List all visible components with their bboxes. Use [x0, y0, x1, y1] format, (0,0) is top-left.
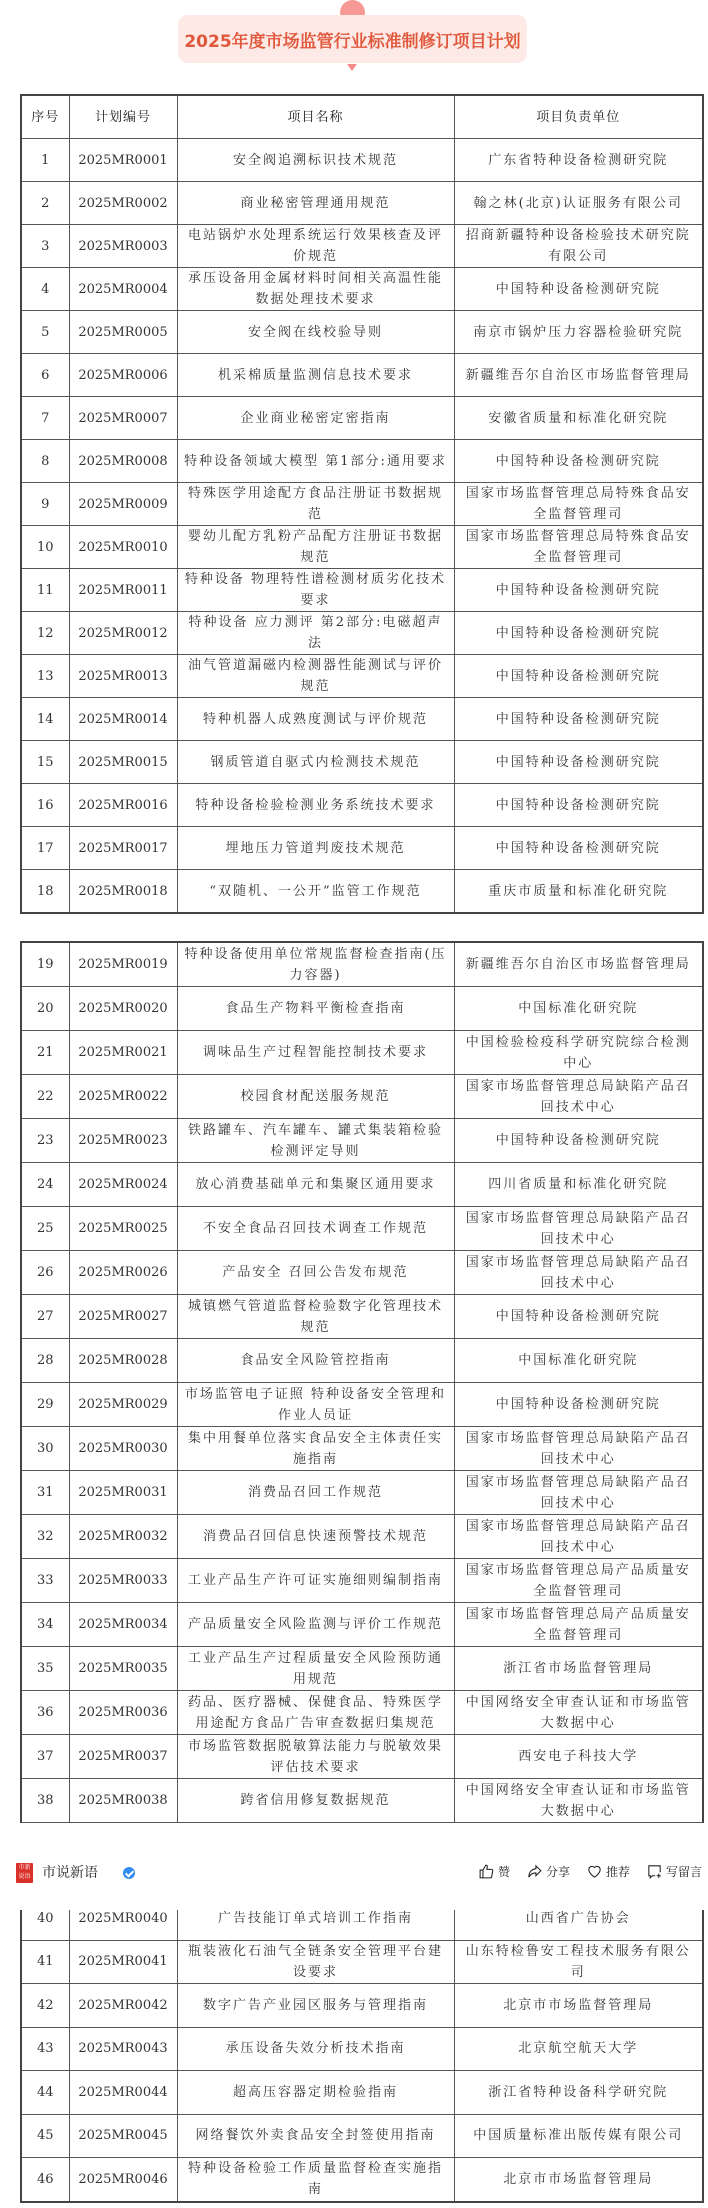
serial-cell: 35 [21, 1647, 69, 1691]
table-row [21, 1295, 703, 1339]
serial-cell: 32 [21, 1515, 69, 1559]
plan-code-cell: 2025MR0037 [69, 1735, 177, 1779]
plan-code-cell: 2025MR0027 [69, 1295, 177, 1339]
project-name-cell: 油气管道漏磁内检测器性能测试与评价规范 [177, 655, 454, 698]
table-row [21, 1031, 703, 1075]
responsible-unit-cell: 广东省特种设备检测研究院 [454, 139, 703, 182]
plan-code-cell: 2025MR0012 [69, 612, 177, 655]
page-title: 2025年度市场监管行业标准制修订项目计划 [184, 31, 521, 52]
table-row [21, 612, 703, 655]
like-label: 赞 [497, 1865, 510, 1879]
header-project-name: 项目名称 [177, 95, 454, 139]
plan-code-cell: 2025MR0010 [69, 526, 177, 569]
serial-cell: 22 [21, 1075, 69, 1119]
plan-code-cell: 2025MR0016 [69, 784, 177, 827]
plan-code-cell: 2025MR0028 [69, 1339, 177, 1383]
plan-code-cell: 2025MR0043 [69, 2027, 177, 2071]
responsible-unit-cell: 国家市场监督管理总局缺陷产品召回技术中心 [454, 1515, 703, 1559]
project-name-cell: 机采棉质量监测信息技术要求 [177, 354, 454, 397]
standards-table-part-2 [20, 941, 704, 1823]
project-name-cell: 超高压容器定期检验指南 [177, 2071, 454, 2115]
project-name-cell: 钢质管道自驱式内检测技术规范 [177, 741, 454, 784]
serial-cell: 46 [21, 2158, 69, 2202]
plan-code-cell: 2025MR0026 [69, 1251, 177, 1295]
project-name-cell: 不安全食品召回技术调查工作规范 [177, 1207, 454, 1251]
plan-code-cell: 2025MR0004 [69, 268, 177, 311]
table-row [21, 741, 703, 784]
table-row [21, 1383, 703, 1427]
project-name-cell: 网络餐饮外卖食品安全封签使用指南 [177, 2114, 454, 2158]
serial-cell: 42 [21, 1984, 69, 2028]
recommend-button[interactable] [586, 1863, 630, 1880]
table-section-3 [0, 1910, 708, 2208]
table-row [21, 268, 703, 311]
plan-code-cell: 2025MR0045 [69, 2114, 177, 2158]
project-name-cell: 特种设备检验检测业务系统技术要求 [177, 784, 454, 827]
serial-cell: 17 [21, 827, 69, 870]
serial-cell: 4 [21, 268, 69, 311]
serial-cell: 14 [21, 698, 69, 741]
account-name[interactable]: 市说新语 [42, 1865, 98, 1881]
project-name-cell: 特种机器人成熟度测试与评价规范 [177, 698, 454, 741]
project-name-cell: 产品安全 召回公告发布规范 [177, 1251, 454, 1295]
plan-code-cell: 2025MR0036 [69, 1691, 177, 1735]
heart-icon [586, 1863, 603, 1880]
project-name-cell: 承压设备失效分析技术指南 [177, 2027, 454, 2071]
responsible-unit-cell: 国家市场监督管理总局缺陷产品召回技术中心 [454, 1427, 703, 1471]
share-button[interactable] [526, 1863, 570, 1880]
plan-code-cell: 2025MR0006 [69, 354, 177, 397]
table-row [21, 698, 703, 741]
plan-code-cell: 2025MR0001 [69, 139, 177, 182]
comment-button[interactable] [646, 1863, 702, 1880]
table-row [21, 1075, 703, 1119]
plan-code-cell: 2025MR0023 [69, 1119, 177, 1163]
responsible-unit-cell: 中国特种设备检测研究院 [454, 569, 703, 612]
project-name-cell: 特种设备检验工作质量监督检查实施指南 [177, 2158, 454, 2202]
project-name-cell: 消费品召回信息快速预警技术规范 [177, 1515, 454, 1559]
project-name-cell: 校园食材配送服务规范 [177, 1075, 454, 1119]
serial-cell: 41 [21, 1940, 69, 1984]
recommend-label: 推荐 [605, 1865, 630, 1879]
serial-cell: 9 [21, 483, 69, 526]
responsible-unit-cell: 浙江省特种设备科学研究院 [454, 2071, 703, 2115]
project-name-cell: 安全阀追溯标识技术规范 [177, 139, 454, 182]
plan-code-cell: 2025MR0015 [69, 741, 177, 784]
serial-cell: 29 [21, 1383, 69, 1427]
plan-code-cell: 2025MR0005 [69, 311, 177, 354]
plan-code-cell: 2025MR0008 [69, 440, 177, 483]
table-row [21, 1647, 703, 1691]
serial-cell: 30 [21, 1427, 69, 1471]
project-name-cell: 食品生产物料平衡检查指南 [177, 987, 454, 1031]
plan-code-cell: 2025MR0041 [69, 1940, 177, 1984]
responsible-unit-cell: 西安电子科技大学 [454, 1735, 703, 1779]
comment-label: 写留言 [665, 1865, 702, 1879]
table-row [21, 1427, 703, 1471]
plan-code-cell: 2025MR0025 [69, 1207, 177, 1251]
plan-code-cell: 2025MR0035 [69, 1647, 177, 1691]
plan-code-cell: 2025MR0042 [69, 1984, 177, 2028]
standards-table-part-1 [20, 94, 704, 914]
plan-code-cell: 2025MR0007 [69, 397, 177, 440]
project-name-cell: 承压设备用金属材料时间相关高温性能数据处理技术要求 [177, 268, 454, 311]
responsible-unit-cell: 中国标准化研究院 [454, 987, 703, 1031]
plan-code-cell: 2025MR0013 [69, 655, 177, 698]
project-name-cell: 广告技能订单式培训工作指南 [177, 1910, 454, 1940]
serial-cell: 20 [21, 987, 69, 1031]
responsible-unit-cell: 中国特种设备检测研究院 [454, 741, 703, 784]
table-row [21, 182, 703, 225]
article-action-bar [0, 1846, 708, 1910]
serial-cell: 7 [21, 397, 69, 440]
responsible-unit-cell: 翰之林(北京)认证服务有限公司 [454, 182, 703, 225]
serial-cell: 19 [21, 942, 69, 987]
table-row [21, 483, 703, 526]
account-logo[interactable] [16, 1863, 33, 1883]
plan-code-cell: 2025MR0014 [69, 698, 177, 741]
serial-cell: 10 [21, 526, 69, 569]
serial-cell: 34 [21, 1603, 69, 1647]
project-name-cell: 数字广告产业园区服务与管理指南 [177, 1984, 454, 2028]
serial-cell: 45 [21, 2114, 69, 2158]
responsible-unit-cell: 新疆维吾尔自治区市场监督管理局 [454, 354, 703, 397]
project-name-cell: 放心消费基础单元和集聚区通用要求 [177, 1163, 454, 1207]
serial-cell: 2 [21, 182, 69, 225]
project-name-cell: “双随机、一公开”监管工作规范 [177, 870, 454, 914]
table-header-row [21, 95, 703, 139]
like-button[interactable] [478, 1863, 510, 1880]
serial-cell: 25 [21, 1207, 69, 1251]
table-row [21, 526, 703, 569]
serial-cell: 28 [21, 1339, 69, 1383]
project-name-cell: 瓶装液化石油气全链条安全管理平台建设要求 [177, 1940, 454, 1984]
standards-table-part-3 [20, 1910, 704, 2203]
project-name-cell: 集中用餐单位落实食品安全主体责任实施指南 [177, 1427, 454, 1471]
project-name-cell: 电站锅炉水处理系统运行效果核查及评价规范 [177, 225, 454, 268]
project-name-cell: 跨省信用修复数据规范 [177, 1779, 454, 1823]
table-row [21, 1119, 703, 1163]
table-row [21, 827, 703, 870]
responsible-unit-cell: 中国特种设备检测研究院 [454, 784, 703, 827]
project-name-cell: 工业产品生产许可证实施细则编制指南 [177, 1559, 454, 1603]
project-name-cell: 特殊医学用途配方食品注册证书数据规范 [177, 483, 454, 526]
table-row [21, 1471, 703, 1515]
responsible-unit-cell: 中国特种设备检测研究院 [454, 827, 703, 870]
table-row [21, 1984, 703, 2028]
table-row [21, 1251, 703, 1295]
table-row [21, 569, 703, 612]
plan-code-cell: 2025MR0020 [69, 987, 177, 1031]
project-name-cell: 工业产品生产过程质量安全风险预防通用规范 [177, 1647, 454, 1691]
table-row [21, 2071, 703, 2115]
project-name-cell: 市场监管数据脱敏算法能力与脱敏效果评估技术要求 [177, 1735, 454, 1779]
serial-cell: 13 [21, 655, 69, 698]
plan-code-cell: 2025MR0046 [69, 2158, 177, 2202]
plan-code-cell: 2025MR0003 [69, 225, 177, 268]
table-row [21, 1515, 703, 1559]
serial-cell: 38 [21, 1779, 69, 1823]
serial-cell: 23 [21, 1119, 69, 1163]
project-name-cell: 埋地压力管道判废技术规范 [177, 827, 454, 870]
plan-code-cell: 2025MR0002 [69, 182, 177, 225]
plan-code-cell: 2025MR0034 [69, 1603, 177, 1647]
responsible-unit-cell: 山西省广告协会 [454, 1910, 703, 1940]
comment-icon [646, 1863, 663, 1880]
table-row [21, 2114, 703, 2158]
share-label: 分享 [545, 1865, 570, 1879]
action-buttons [478, 1863, 702, 1880]
serial-cell: 6 [21, 354, 69, 397]
project-name-cell: 特种设备 应力测评 第2部分:电磁超声法 [177, 612, 454, 655]
plan-code-cell: 2025MR0018 [69, 870, 177, 914]
serial-cell: 36 [21, 1691, 69, 1735]
project-name-cell: 特种设备使用单位常规监督检查指南(压力容器) [177, 942, 454, 987]
account-logo-text: 市新说语 [18, 1864, 31, 1880]
table-row [21, 139, 703, 182]
plan-code-cell: 2025MR0031 [69, 1471, 177, 1515]
table-row [21, 1940, 703, 1984]
table-row [21, 311, 703, 354]
serial-cell: 3 [21, 225, 69, 268]
table-row [21, 1207, 703, 1251]
plan-code-cell: 2025MR0040 [69, 1910, 177, 1940]
responsible-unit-cell: 北京航空航天大学 [454, 2027, 703, 2071]
table-row [21, 354, 703, 397]
responsible-unit-cell: 南京市锅炉压力容器检验研究院 [454, 311, 703, 354]
table-row [21, 440, 703, 483]
project-name-cell: 城镇燃气管道监督检验数字化管理技术规范 [177, 1295, 454, 1339]
serial-cell: 33 [21, 1559, 69, 1603]
plan-code-cell: 2025MR0044 [69, 2071, 177, 2115]
responsible-unit-cell: 中国特种设备检测研究院 [454, 1383, 703, 1427]
responsible-unit-cell: 中国特种设备检测研究院 [454, 1295, 703, 1339]
serial-cell: 24 [21, 1163, 69, 1207]
project-name-cell: 市场监管电子证照 特种设备安全管理和作业人员证 [177, 1383, 454, 1427]
responsible-unit-cell: 山东特检鲁安工程技术服务有限公司 [454, 1940, 703, 1984]
serial-cell: 15 [21, 741, 69, 784]
table-row [21, 2158, 703, 2202]
responsible-unit-cell: 国家市场监督管理总局特殊食品安全监督管理司 [454, 526, 703, 569]
title-banner [178, 15, 527, 63]
plan-code-cell: 2025MR0022 [69, 1075, 177, 1119]
serial-cell: 18 [21, 870, 69, 914]
responsible-unit-cell: 中国标准化研究院 [454, 1339, 703, 1383]
responsible-unit-cell: 中国网络安全审查认证和市场监管大数据中心 [454, 1779, 703, 1823]
serial-cell: 11 [21, 569, 69, 612]
responsible-unit-cell: 中国特种设备检测研究院 [454, 612, 703, 655]
serial-cell: 27 [21, 1295, 69, 1339]
responsible-unit-cell: 中国质量标准出版传媒有限公司 [454, 2114, 703, 2158]
table-row [21, 1779, 703, 1823]
serial-cell: 31 [21, 1471, 69, 1515]
table-row [21, 1339, 703, 1383]
responsible-unit-cell: 北京市市场监督管理局 [454, 1984, 703, 2028]
responsible-unit-cell: 国家市场监督管理总局缺陷产品召回技术中心 [454, 1207, 703, 1251]
serial-cell: 21 [21, 1031, 69, 1075]
table-row [21, 1735, 703, 1779]
table-row [21, 2027, 703, 2071]
project-name-cell: 特种设备 物理特性谱检测材质劣化技术要求 [177, 569, 454, 612]
table-row [21, 1559, 703, 1603]
table-row [21, 942, 703, 987]
plan-code-cell: 2025MR0033 [69, 1559, 177, 1603]
responsible-unit-cell: 国家市场监督管理总局特殊食品安全监督管理司 [454, 483, 703, 526]
project-name-cell: 药品、医疗器械、保健食品、特殊医学用途配方食品广告审查数据归集规范 [177, 1691, 454, 1735]
plan-code-cell: 2025MR0011 [69, 569, 177, 612]
responsible-unit-cell: 新疆维吾尔自治区市场监督管理局 [454, 942, 703, 987]
table-section-2 [0, 941, 708, 1846]
responsible-unit-cell: 浙江省市场监督管理局 [454, 1647, 703, 1691]
project-name-cell: 企业商业秘密定密指南 [177, 397, 454, 440]
table-row [21, 1163, 703, 1207]
table-row [21, 1691, 703, 1735]
serial-cell: 37 [21, 1735, 69, 1779]
table-row [21, 1910, 703, 1940]
project-name-cell: 安全阀在线校验导则 [177, 311, 454, 354]
responsible-unit-cell: 国家市场监督管理总局缺陷产品召回技术中心 [454, 1471, 703, 1515]
responsible-unit-cell: 国家市场监督管理总局缺陷产品召回技术中心 [454, 1251, 703, 1295]
responsible-unit-cell: 中国网络安全审查认证和市场监管大数据中心 [454, 1691, 703, 1735]
plan-code-cell: 2025MR0030 [69, 1427, 177, 1471]
responsible-unit-cell: 安徽省质量和标准化研究院 [454, 397, 703, 440]
responsible-unit-cell: 四川省质量和标准化研究院 [454, 1163, 703, 1207]
header-responsible-unit: 项目负责单位 [454, 95, 703, 139]
project-name-cell: 商业秘密管理通用规范 [177, 182, 454, 225]
table-row [21, 655, 703, 698]
responsible-unit-cell: 中国特种设备检测研究院 [454, 655, 703, 698]
project-name-cell: 食品安全风险管控指南 [177, 1339, 454, 1383]
project-name-cell: 铁路罐车、汽车罐车、罐式集装箱检验检测评定导则 [177, 1119, 454, 1163]
thumbs-up-icon [478, 1863, 495, 1880]
plan-code-cell: 2025MR0017 [69, 827, 177, 870]
table-row [21, 987, 703, 1031]
header-plan-code: 计划编号 [69, 95, 177, 139]
serial-cell: 16 [21, 784, 69, 827]
serial-cell: 26 [21, 1251, 69, 1295]
verified-badge-icon [123, 1867, 135, 1879]
table-row [21, 397, 703, 440]
responsible-unit-cell: 中国检验检疫科学研究院综合检测中心 [454, 1031, 703, 1075]
table-row [21, 784, 703, 827]
serial-cell: 44 [21, 2071, 69, 2115]
project-name-cell: 婴幼儿配方乳粉产品配方注册证书数据规范 [177, 526, 454, 569]
responsible-unit-cell: 中国特种设备检测研究院 [454, 1119, 703, 1163]
plan-code-cell: 2025MR0029 [69, 1383, 177, 1427]
plan-code-cell: 2025MR0038 [69, 1779, 177, 1823]
responsible-unit-cell: 中国特种设备检测研究院 [454, 698, 703, 741]
project-name-cell: 消费品召回工作规范 [177, 1471, 454, 1515]
table-row [21, 870, 703, 914]
table-row [21, 225, 703, 268]
responsible-unit-cell: 中国特种设备检测研究院 [454, 268, 703, 311]
responsible-unit-cell: 招商新疆特种设备检验技术研究院有限公司 [454, 225, 703, 268]
table-row [21, 1603, 703, 1647]
header-serial: 序号 [21, 95, 69, 139]
serial-cell: 12 [21, 612, 69, 655]
project-name-cell: 特种设备领域大模型 第1部分:通用要求 [177, 440, 454, 483]
plan-code-cell: 2025MR0019 [69, 942, 177, 987]
responsible-unit-cell: 国家市场监督管理总局缺陷产品召回技术中心 [454, 1075, 703, 1119]
responsible-unit-cell: 重庆市质量和标准化研究院 [454, 870, 703, 914]
responsible-unit-cell: 国家市场监督管理总局产品质量安全监督管理司 [454, 1603, 703, 1647]
project-name-cell: 产品质量安全风险监测与评价工作规范 [177, 1603, 454, 1647]
serial-cell: 43 [21, 2027, 69, 2071]
share-icon [526, 1863, 543, 1880]
responsible-unit-cell: 北京市市场监督管理局 [454, 2158, 703, 2202]
plan-code-cell: 2025MR0021 [69, 1031, 177, 1075]
serial-cell: 40 [21, 1910, 69, 1940]
project-name-cell: 调味品生产过程智能控制技术要求 [177, 1031, 454, 1075]
serial-cell: 1 [21, 139, 69, 182]
responsible-unit-cell: 国家市场监督管理总局产品质量安全监督管理司 [454, 1559, 703, 1603]
plan-code-cell: 2025MR0024 [69, 1163, 177, 1207]
banner-arrow-decoration [347, 64, 357, 71]
plan-code-cell: 2025MR0032 [69, 1515, 177, 1559]
serial-cell: 8 [21, 440, 69, 483]
serial-cell: 5 [21, 311, 69, 354]
plan-code-cell: 2025MR0009 [69, 483, 177, 526]
responsible-unit-cell: 中国特种设备检测研究院 [454, 440, 703, 483]
